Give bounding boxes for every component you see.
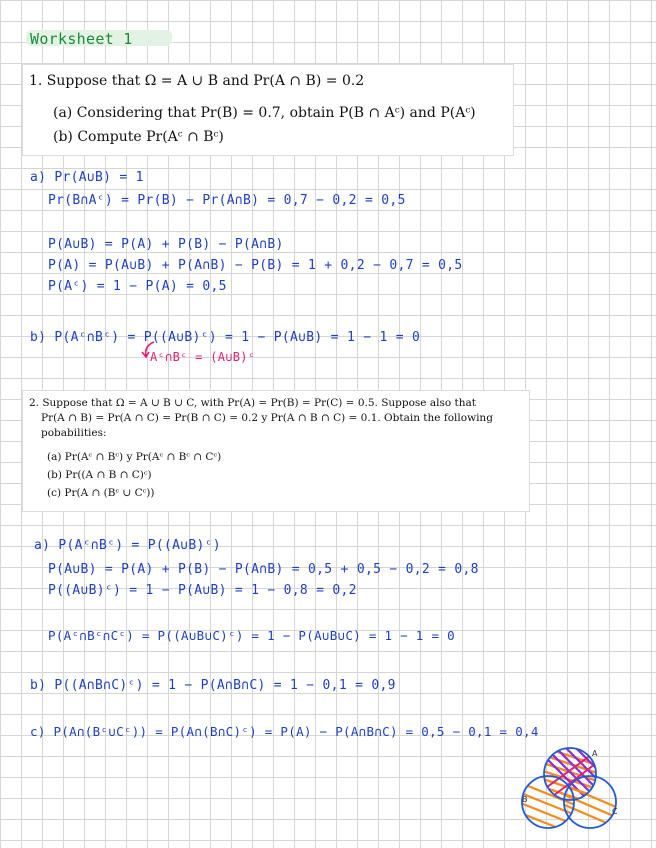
solution1-b-note: Aᶜ∩Bᶜ = (A∪B)ᶜ — [150, 350, 256, 364]
solution1-a-line4: P(A) = P(A∪B) + P(A∩B) − P(B) = 1 + 0,2 − 0,7 = 0,5 — [48, 258, 463, 273]
problem2-panel — [22, 390, 530, 512]
solution2-b-line1: b) P((A∩B∩C)ᶜ) = 1 − P(A∩B∩C) = 1 − 0,1 = 0,9 — [30, 678, 396, 693]
problem2-part-a: (a) Pr(Aᶜ ∩ Bᶜ) y Pr(Aᶜ ∩ Bᶜ ∩ Cᶜ) — [47, 451, 222, 463]
venn-circle-c — [564, 776, 616, 828]
problem2-line1: 2. Suppose that Ω = A ∪ B ∪ C, with Pr(A) = Pr(B) = Pr(C) = 0.5. Suppose also that — [29, 397, 476, 409]
solution2-a-line2: P(A∪B) = P(A) + P(B) − P(A∩B) = 0,5 + 0,5 − 0,2 = 0,8 — [48, 562, 479, 577]
venn-label-c: C — [612, 807, 618, 816]
venn-diagram — [508, 740, 628, 844]
problem2-part-b: (b) Pr((A ∩ B ∩ C)ᶜ) — [47, 469, 152, 481]
venn-label-b: B — [522, 795, 528, 804]
solution1-a-line3: P(A∪B) = P(A) + P(B) − P(A∩B) — [48, 237, 284, 252]
problem1-panel — [22, 64, 514, 156]
problem1-statement: 1. Suppose that Ω = A ∪ B and Pr(A ∩ B) = 0.2 — [29, 73, 365, 89]
solution2-a-line1: a) P(Aᶜ∩Bᶜ) = P((A∪B)ᶜ) — [34, 538, 221, 553]
problem2-line3: pobabilities: — [41, 427, 107, 439]
solution1-a-line5: P(Aᶜ) = 1 − P(A) = 0,5 — [48, 279, 227, 294]
page-title: Worksheet 1 — [30, 30, 133, 48]
problem2-part-c: (c) Pr(A ∩ (Bᶜ ∪ Cᶜ)) — [47, 487, 155, 499]
solution2-a-line3: P((A∪B)ᶜ) = 1 − P(A∪B) = 1 − 0,8 = 0,2 — [48, 583, 357, 598]
solution2-a-line4: P(Aᶜ∩Bᶜ∩Cᶜ) = P((A∪B∪C)ᶜ) = 1 − P(A∪B∪C) = 1 − 1 = 0 — [48, 628, 455, 643]
venn-label-a: A — [592, 749, 598, 758]
solution1-a-line2: Pr(B∩Aᶜ) = Pr(B) − Pr(A∩B) = 0,7 − 0,2 = 0,5 — [48, 193, 406, 208]
solution2-c-line1: c) P(A∩(Bᶜ∪Cᶜ)) = P(A∩(B∩C)ᶜ) = P(A) − P(A∩B∩C) = 0,5 − 0,1 = 0,4 — [30, 724, 539, 739]
solution1-b-line1: b) P(Aᶜ∩Bᶜ) = P((A∪B)ᶜ) = 1 − P(A∪B) = 1 − 1 = 0 — [30, 330, 421, 345]
problem2-line2: Pr(A ∩ B) = Pr(A ∩ C) = Pr(B ∩ C) = 0.2 y Pr(A ∩ B ∩ C) = 0.1. Obtain the following — [41, 412, 493, 424]
problem1-part-a: (a) Considering that Pr(B) = 0.7, obtain P(B ∩ Aᶜ) and P(Aᶜ) — [53, 105, 476, 121]
problem1-part-b: (b) Compute Pr(Aᶜ ∩ Bᶜ) — [53, 129, 224, 145]
solution1-a-line1: a) Pr(A∪B) = 1 — [30, 170, 144, 185]
